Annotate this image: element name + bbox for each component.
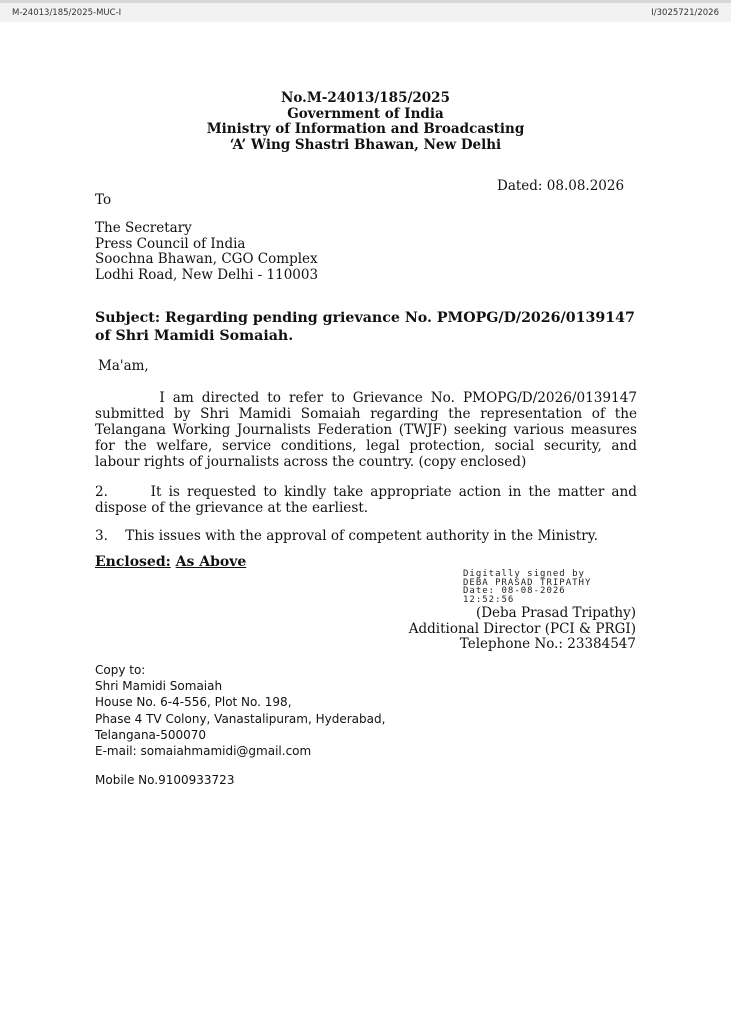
paragraph-line: dispose of the grievance at the earliest. [95,500,369,516]
signer-designation: Additional Director (PCI & PRGI) [408,620,636,637]
recipient-line: Soochna Bhawan, CGO Complex [95,251,318,267]
recipient-line: The Secretary [95,220,192,236]
paragraph-line: labour rights of journalists across the country. (copy enclosed) [95,454,527,470]
signer-block [409,606,636,653]
enclosed-value: As Above [175,554,247,570]
paragraph-line: for the welfare, service conditions, legal protection, social security, and [95,438,637,454]
signer-telephone: Telephone No.: 23384547 [459,636,636,652]
signature-line: Digitally signed by [463,569,585,579]
ministry-name: Ministry of Information and Broadcasting [206,121,525,137]
file-reference-left: M-24013/185/2025-MUC-I [12,8,122,18]
recipient-line: Lodhi Road, New Delhi - 110003 [95,266,319,283]
paragraph-line: submitted by Shri Mamidi Somaiah regarding the representation of the [95,406,637,422]
letter-number: No.M-24013/185/2025 [281,90,450,106]
recipient-line: Press Council of India [95,235,246,252]
paragraph-2 [95,484,637,516]
paragraph-line: I am directed to refer to Grievance No. PMOPG/D/2026/0139147 [95,390,637,406]
paragraph-line: Telangana Working Journalists Federation (TWJF) seeking various measures [95,422,637,438]
paragraph-line: 2. It is requested to kindly take appropriate action in the matter and [95,484,637,500]
to-label: To [95,192,112,208]
subject-text-1: Regarding pending grievance No. PMOPG/D/2026/0139147 [160,310,635,326]
file-reference-right: I/3025721/2026 [651,8,719,18]
enclosure-note [95,554,246,570]
digital-signature-stamp [463,570,591,604]
subject-line-1 [95,309,640,327]
copy-to-line: Phase 4 TV Colony, Vanastalipuram, Hyderabad, [95,711,386,726]
signature-line: 12:52:56 [463,594,515,605]
ministry-address: ‘A’ Wing Shastri Bhawan, New Delhi [229,136,502,153]
paragraph-line: 3. This issues with the approval of competent authority in the Ministry. [95,528,598,544]
signature-line: Date: 08-08-2026 [463,586,566,596]
signature-line: DEBA PRASAD TRIPATHY [463,577,592,588]
letter-header [0,91,731,153]
document-top-bar [0,0,731,22]
copy-to-email: E-mail: somaiahmamidi@gmail.com [95,744,312,759]
recipient-address [95,221,318,283]
paragraph-1 [95,390,637,470]
government-name: Government of India [287,105,444,122]
mobile-number: Mobile No.9100933723 [95,773,235,787]
paragraph-3 [95,528,637,544]
copy-to-line: House No. 6-4-556, Plot No. 198, [95,695,292,710]
subject-label: Subject: [95,310,161,326]
salutation: Ma'am, [98,358,149,374]
copy-to-line: Shri Mamidi Somaiah [95,679,223,694]
subject-line [95,309,640,345]
signer-name: (Deba Prasad Tripathy) [475,605,636,621]
copy-to-line: Copy to: [95,663,146,677]
enclosed-label: Enclosed: [95,554,171,570]
letter-date: Dated: 08.08.2026 [497,178,625,194]
copy-to-block [95,662,385,759]
subject-text-2: of Shri Mamidi Somaiah. [95,328,294,344]
copy-to-line: Telangana-500070 [95,727,207,742]
